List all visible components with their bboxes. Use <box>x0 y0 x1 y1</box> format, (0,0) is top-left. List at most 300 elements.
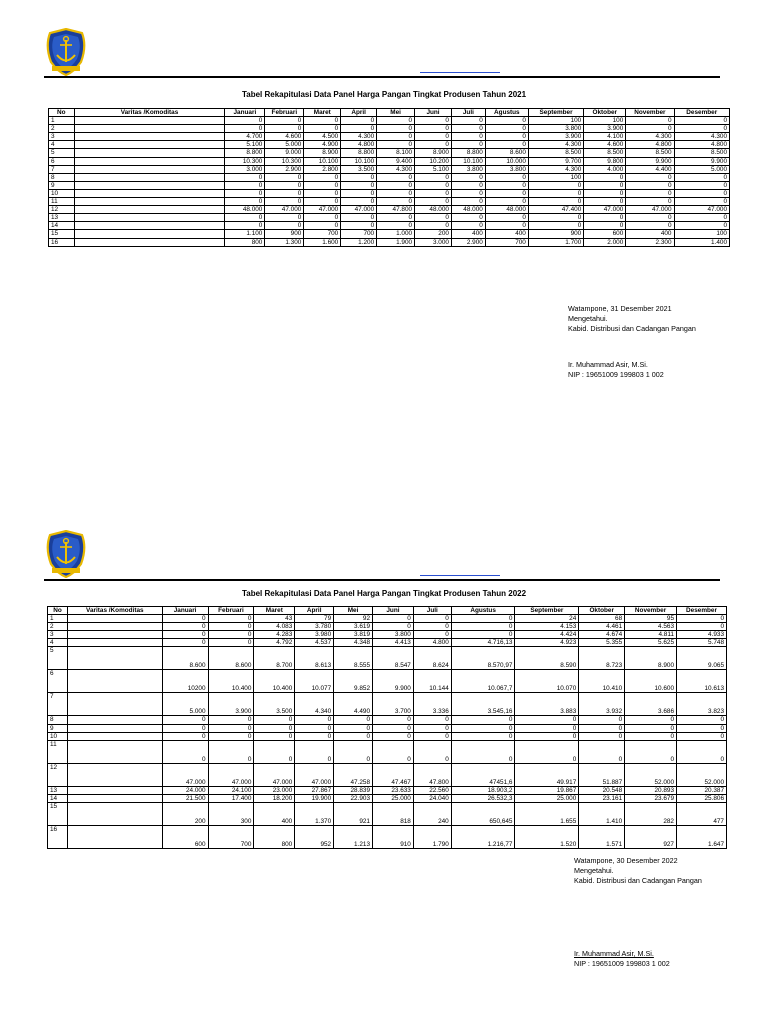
price-cell: 0 <box>674 189 730 197</box>
sheet2-title: Tabel Rekapitulasi Data Panel Harga Pangan Tingkat Produsen Tahun 2022 <box>241 589 527 598</box>
price-cell: 8.600 <box>208 647 254 670</box>
price-cell: 0 <box>162 740 208 763</box>
price-cell: 4.900 <box>304 141 341 149</box>
price-cell: 600 <box>162 825 208 848</box>
price-cell: 400 <box>626 230 674 238</box>
price-cell: 0 <box>415 214 452 222</box>
column-header: Juli <box>413 607 451 615</box>
price-cell: 8.800 <box>341 149 377 157</box>
price-cell: 10.067,7 <box>451 670 515 693</box>
price-cell: 0 <box>515 740 579 763</box>
price-cell: 0 <box>626 181 674 189</box>
price-cell: 47.000 <box>265 206 304 214</box>
row-number-cell: 13 <box>49 214 75 222</box>
row-number-cell: 15 <box>49 230 75 238</box>
price-cell: 0 <box>625 724 677 732</box>
commodity-cell <box>74 206 225 214</box>
price-cell: 10.400 <box>254 670 295 693</box>
sheet1-signature-block <box>568 304 696 380</box>
price-cell: 952 <box>295 825 334 848</box>
price-cell: 8.100 <box>377 149 415 157</box>
price-cell: 19.867 <box>515 786 579 794</box>
price-cell: 0 <box>341 173 377 181</box>
price-cell: 9.852 <box>334 670 373 693</box>
price-cell: 0 <box>485 222 528 230</box>
price-cell: 5.748 <box>677 639 727 647</box>
price-cell: 0 <box>225 198 265 206</box>
commodity-cell <box>74 189 225 197</box>
price-cell: 4.674 <box>579 631 625 639</box>
price-cell: 700 <box>304 230 341 238</box>
price-cell: 47.400 <box>528 206 583 214</box>
price-cell: 0 <box>377 222 415 230</box>
price-cell: 0 <box>451 724 515 732</box>
table-row <box>49 133 730 141</box>
row-number-cell: 1 <box>48 615 68 623</box>
commodity-cell <box>74 222 225 230</box>
price-cell: 9.900 <box>674 157 730 165</box>
column-header: Mei <box>377 109 415 117</box>
price-cell: 0 <box>162 639 208 647</box>
price-cell: 0 <box>162 716 208 724</box>
price-cell: 8.500 <box>626 149 674 157</box>
commodity-cell <box>74 214 225 222</box>
price-cell: 0 <box>254 724 295 732</box>
row-number-cell: 10 <box>48 732 68 740</box>
price-cell: 4.800 <box>413 639 451 647</box>
price-cell: 4.500 <box>304 133 341 141</box>
price-cell: 2.900 <box>451 238 485 246</box>
price-cell: 0 <box>162 631 208 639</box>
price-cell: 0 <box>451 133 485 141</box>
table-row <box>49 189 730 197</box>
price-cell: 0 <box>373 716 414 724</box>
price-cell: 4.800 <box>341 141 377 149</box>
row-number-cell: 5 <box>49 149 75 157</box>
price-cell: 0 <box>415 222 452 230</box>
signature-ack: Mengetahui. <box>574 866 614 875</box>
price-cell: 3.619 <box>334 623 373 631</box>
price-cell: 0 <box>413 740 451 763</box>
price-cell: 0 <box>415 173 452 181</box>
price-cell: 1.213 <box>334 825 373 848</box>
price-cell: 23.679 <box>625 794 677 802</box>
commodity-cell <box>74 117 225 125</box>
commodity-cell <box>74 198 225 206</box>
price-cell: 100 <box>528 117 583 125</box>
price-cell: 22.903 <box>334 794 373 802</box>
table-row <box>49 117 730 125</box>
price-cell: 650,645 <box>451 802 515 825</box>
price-cell: 2.000 <box>584 238 626 246</box>
price-cell: 0 <box>254 716 295 724</box>
price-cell: 0 <box>341 214 377 222</box>
price-cell: 0 <box>677 615 727 623</box>
column-header: Varitas /Komoditas <box>67 607 162 615</box>
price-cell: 0 <box>225 117 265 125</box>
sheet2-price-table <box>47 606 727 849</box>
column-header: Agustus <box>451 607 515 615</box>
commodity-cell <box>74 157 225 165</box>
row-number-cell: 14 <box>49 222 75 230</box>
signature-name: Ir. Muhammad Asir, M.Si. <box>574 949 654 958</box>
commodity-cell <box>74 173 225 181</box>
price-cell: 10.070 <box>515 670 579 693</box>
signature-place-date: Watampone, 30 Desember 2022 <box>574 856 678 865</box>
column-header: Februari <box>208 607 254 615</box>
price-cell: 0 <box>579 724 625 732</box>
price-cell: 0 <box>162 623 208 631</box>
price-cell: 1.900 <box>377 238 415 246</box>
price-cell: 0 <box>162 724 208 732</box>
row-number-cell: 9 <box>49 181 75 189</box>
price-cell: 0 <box>225 222 265 230</box>
price-cell: 0 <box>208 740 254 763</box>
price-cell: 0 <box>377 181 415 189</box>
row-number-cell: 14 <box>48 794 68 802</box>
price-cell: 95 <box>625 615 677 623</box>
price-cell: 0 <box>677 724 727 732</box>
price-cell: 0 <box>208 716 254 724</box>
table-row <box>48 639 727 647</box>
price-cell: 48.000 <box>225 206 265 214</box>
price-cell: 0 <box>625 740 677 763</box>
price-cell: 0 <box>415 198 452 206</box>
price-cell: 0 <box>584 181 626 189</box>
price-cell: 0 <box>304 198 341 206</box>
header-link-underline <box>420 575 500 576</box>
price-cell: 10.077 <box>295 670 334 693</box>
price-cell: 0 <box>674 173 730 181</box>
price-cell: 0 <box>415 181 452 189</box>
price-cell: 4.300 <box>528 141 583 149</box>
price-cell: 600 <box>584 230 626 238</box>
price-cell: 24.040 <box>413 794 451 802</box>
commodity-cell <box>67 740 162 763</box>
price-cell: 3.000 <box>415 238 452 246</box>
table-row <box>48 794 727 802</box>
price-cell: 0 <box>515 724 579 732</box>
price-cell: 0 <box>674 222 730 230</box>
price-cell: 4.400 <box>626 165 674 173</box>
header-rule <box>44 76 720 78</box>
price-cell: 52.000 <box>677 763 727 786</box>
price-cell: 0 <box>254 740 295 763</box>
price-cell: 2.900 <box>265 165 304 173</box>
price-cell: 3.700 <box>373 693 414 716</box>
price-cell: 0 <box>515 732 579 740</box>
price-cell: 0 <box>625 732 677 740</box>
row-number-cell: 1 <box>49 117 75 125</box>
price-cell: 0 <box>415 117 452 125</box>
price-cell: 10.100 <box>341 157 377 165</box>
price-cell: 3.686 <box>625 693 677 716</box>
price-cell: 700 <box>341 230 377 238</box>
price-cell: 477 <box>677 802 727 825</box>
price-cell: 8.613 <box>295 647 334 670</box>
price-cell: 47.000 <box>254 763 295 786</box>
price-cell: 47.000 <box>295 763 334 786</box>
price-cell: 900 <box>528 230 583 238</box>
signature-ack: Mengetahui. <box>568 314 608 323</box>
price-cell: 8.500 <box>674 149 730 157</box>
price-cell: 100 <box>528 173 583 181</box>
price-cell: 0 <box>626 214 674 222</box>
price-cell: 8.900 <box>625 647 677 670</box>
table-row <box>48 615 727 623</box>
price-cell: 0 <box>295 716 334 724</box>
commodity-cell <box>74 141 225 149</box>
table-row <box>49 222 730 230</box>
price-cell: 3.500 <box>254 693 295 716</box>
row-number-cell: 7 <box>48 693 68 716</box>
price-cell: 1.790 <box>413 825 451 848</box>
price-cell: 0 <box>584 198 626 206</box>
price-cell: 0 <box>677 623 727 631</box>
price-cell: 8.900 <box>304 149 341 157</box>
price-cell: 47.000 <box>162 763 208 786</box>
price-cell: 0 <box>584 222 626 230</box>
row-number-cell: 6 <box>49 157 75 165</box>
table-row <box>49 238 730 246</box>
table-header-row <box>49 109 730 117</box>
price-cell: 0 <box>334 716 373 724</box>
price-cell: 48.000 <box>415 206 452 214</box>
price-cell: 0 <box>162 732 208 740</box>
price-cell: 0 <box>579 740 625 763</box>
price-cell: 3.800 <box>485 165 528 173</box>
price-cell: 0 <box>295 740 334 763</box>
price-cell: 0 <box>451 141 485 149</box>
header-link-underline <box>420 72 500 73</box>
row-number-cell: 11 <box>49 198 75 206</box>
price-cell: 0 <box>674 198 730 206</box>
price-cell: 47.000 <box>304 206 341 214</box>
price-cell: 0 <box>334 740 373 763</box>
price-cell: 0 <box>377 214 415 222</box>
column-header: September <box>528 109 583 117</box>
price-cell: 8.500 <box>584 149 626 157</box>
price-cell: 700 <box>485 238 528 246</box>
table-row <box>48 763 727 786</box>
price-cell: 0 <box>304 125 341 133</box>
price-cell: 8.600 <box>162 647 208 670</box>
commodity-cell <box>74 165 225 173</box>
table-row <box>48 631 727 639</box>
commodity-cell <box>67 724 162 732</box>
price-cell: 0 <box>485 173 528 181</box>
price-cell: 4.923 <box>515 639 579 647</box>
table-row <box>49 181 730 189</box>
price-cell: 3.780 <box>295 623 334 631</box>
price-cell: 4.537 <box>295 639 334 647</box>
commodity-cell <box>74 125 225 133</box>
commodity-cell <box>74 133 225 141</box>
commodity-cell <box>67 802 162 825</box>
price-cell: 100 <box>584 117 626 125</box>
price-cell: 1.520 <box>515 825 579 848</box>
price-cell: 1.000 <box>377 230 415 238</box>
price-cell: 5.100 <box>225 141 265 149</box>
price-cell: 0 <box>377 125 415 133</box>
table-row <box>49 198 730 206</box>
row-number-cell: 13 <box>48 786 68 794</box>
price-cell: 0 <box>451 117 485 125</box>
column-header: Oktober <box>579 607 625 615</box>
price-cell: 4.490 <box>334 693 373 716</box>
price-cell: 4.348 <box>334 639 373 647</box>
price-cell: 10.600 <box>625 670 677 693</box>
price-cell: 2.300 <box>626 238 674 246</box>
row-number-cell: 11 <box>48 740 68 763</box>
price-cell: 0 <box>485 133 528 141</box>
signature-name: Ir. Muhammad Asir, M.Si. <box>568 360 648 369</box>
price-cell: 0 <box>265 173 304 181</box>
row-number-cell: 16 <box>49 238 75 246</box>
price-cell: 4.424 <box>515 631 579 639</box>
price-cell: 8.590 <box>515 647 579 670</box>
price-cell: 0 <box>265 222 304 230</box>
price-cell: 25.000 <box>515 794 579 802</box>
price-cell: 0 <box>208 615 254 623</box>
price-cell: 4.933 <box>677 631 727 639</box>
column-header: Mei <box>334 607 373 615</box>
column-header: No <box>48 607 68 615</box>
price-cell: 0 <box>584 173 626 181</box>
commodity-cell <box>67 693 162 716</box>
price-cell: 47.800 <box>413 763 451 786</box>
price-cell: 10.200 <box>415 157 452 165</box>
sheet1-price-table <box>48 108 730 247</box>
price-cell: 0 <box>413 732 451 740</box>
price-cell: 200 <box>415 230 452 238</box>
price-cell: 92 <box>334 615 373 623</box>
table-row <box>49 157 730 165</box>
price-cell: 9.400 <box>377 157 415 165</box>
price-cell: 0 <box>265 181 304 189</box>
price-cell: 0 <box>377 173 415 181</box>
price-cell: 18.200 <box>254 794 295 802</box>
row-number-cell: 12 <box>48 763 68 786</box>
price-cell: 0 <box>208 724 254 732</box>
price-cell: 4.563 <box>625 623 677 631</box>
price-cell: 4.300 <box>674 133 730 141</box>
price-cell: 0 <box>626 173 674 181</box>
row-number-cell: 2 <box>48 623 68 631</box>
price-cell: 0 <box>485 181 528 189</box>
price-cell: 240 <box>413 802 451 825</box>
price-cell: 3.545,16 <box>451 693 515 716</box>
price-cell: 79 <box>295 615 334 623</box>
row-number-cell: 3 <box>49 133 75 141</box>
price-cell: 17.400 <box>208 794 254 802</box>
column-header: Januari <box>225 109 265 117</box>
price-cell: 4.300 <box>377 165 415 173</box>
price-cell: 23.000 <box>254 786 295 794</box>
price-cell: 8.555 <box>334 647 373 670</box>
row-number-cell: 7 <box>49 165 75 173</box>
price-cell: 0 <box>413 724 451 732</box>
row-number-cell: 3 <box>48 631 68 639</box>
column-header: September <box>515 607 579 615</box>
price-cell: 0 <box>674 117 730 125</box>
price-cell: 10.300 <box>265 157 304 165</box>
price-cell: 0 <box>225 125 265 133</box>
price-cell: 9.800 <box>584 157 626 165</box>
row-number-cell: 5 <box>48 647 68 670</box>
price-cell: 0 <box>341 181 377 189</box>
price-cell: 8.600 <box>485 149 528 157</box>
price-cell: 0 <box>265 125 304 133</box>
price-cell: 0 <box>377 141 415 149</box>
price-cell: 47.467 <box>373 763 414 786</box>
price-cell: 0 <box>528 198 583 206</box>
price-cell: 4.716,13 <box>451 639 515 647</box>
price-cell: 26.532,3 <box>451 794 515 802</box>
price-cell: 0 <box>341 222 377 230</box>
price-cell: 47.000 <box>626 206 674 214</box>
price-cell: 0 <box>677 740 727 763</box>
price-cell: 1.400 <box>674 238 730 246</box>
price-cell: 400 <box>451 230 485 238</box>
price-cell: 2.800 <box>304 165 341 173</box>
price-cell: 5.355 <box>579 639 625 647</box>
price-cell: 8.547 <box>373 647 414 670</box>
price-cell: 0 <box>626 222 674 230</box>
price-cell: 0 <box>415 133 452 141</box>
price-cell: 48.000 <box>451 206 485 214</box>
price-cell: 0 <box>304 222 341 230</box>
commodity-cell <box>67 670 162 693</box>
price-cell: 51.887 <box>579 763 625 786</box>
row-number-cell: 2 <box>49 125 75 133</box>
price-cell: 0 <box>528 189 583 197</box>
price-cell: 0 <box>485 198 528 206</box>
price-cell: 0 <box>584 214 626 222</box>
price-cell: 3.883 <box>515 693 579 716</box>
price-cell: 0 <box>334 724 373 732</box>
price-cell: 1.410 <box>579 802 625 825</box>
price-cell: 4.340 <box>295 693 334 716</box>
price-cell: 0 <box>304 181 341 189</box>
price-cell: 300 <box>208 802 254 825</box>
price-cell: 0 <box>584 189 626 197</box>
price-cell: 0 <box>208 623 254 631</box>
price-cell: 0 <box>225 189 265 197</box>
price-cell: 4.461 <box>579 623 625 631</box>
table-row <box>48 623 727 631</box>
price-cell: 10200 <box>162 670 208 693</box>
price-cell: 9.900 <box>373 670 414 693</box>
price-cell: 0 <box>341 198 377 206</box>
price-cell: 20.387 <box>677 786 727 794</box>
price-cell: 8.800 <box>225 149 265 157</box>
price-cell: 0 <box>413 716 451 724</box>
column-header: November <box>625 607 677 615</box>
signature-position: Kabid. Distribusi dan Cadangan Pangan <box>574 876 702 885</box>
price-cell: 4.300 <box>341 133 377 141</box>
price-cell: 25.000 <box>373 794 414 802</box>
commodity-cell <box>74 230 225 238</box>
price-cell: 0 <box>265 117 304 125</box>
price-cell: 3.800 <box>528 125 583 133</box>
column-header: Juni <box>373 607 414 615</box>
price-cell: 0 <box>451 173 485 181</box>
price-cell: 0 <box>413 623 451 631</box>
sheet2-signature-block <box>574 856 702 969</box>
price-cell: 10.613 <box>677 670 727 693</box>
price-cell: 0 <box>373 732 414 740</box>
